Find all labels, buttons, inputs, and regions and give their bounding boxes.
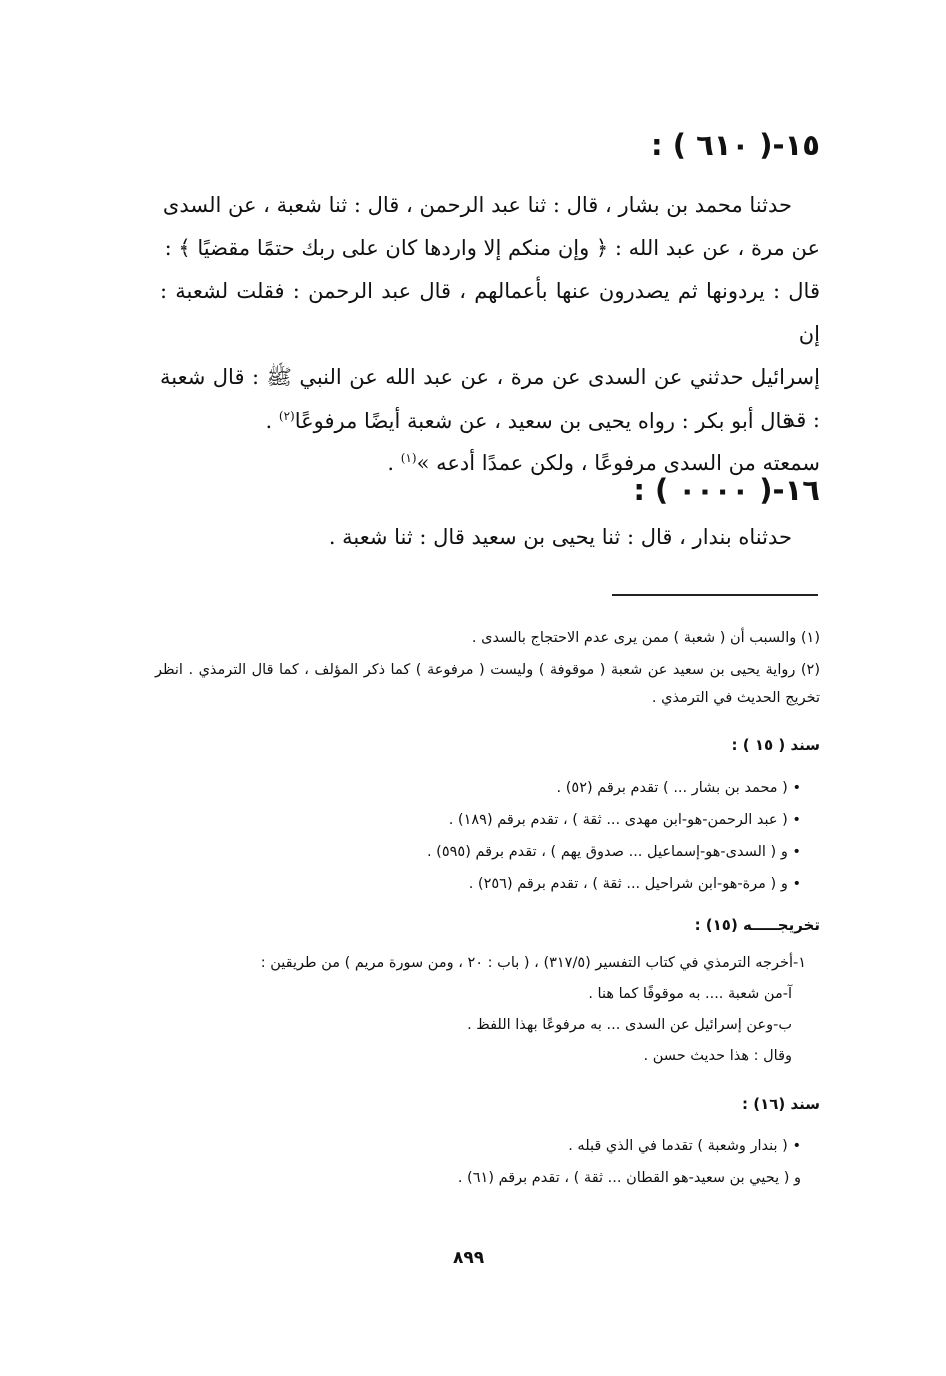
list-item: آ-من شعبة .... به موقوفًا كما هنا . (588, 986, 792, 1002)
sanad-16-heading: سند (١٦) : (741, 1095, 820, 1113)
entry-16-heading: ١٦-( ٠٠٠٠ ) : (633, 473, 820, 507)
entry-15-heading: ١٥-( ٦١٠ ) : (651, 128, 820, 162)
sanad-15-heading: سند ( ١٥ ) : (731, 736, 820, 754)
entry-15-line-5-text: سمعته من السدى مرفوعًا ، ولكن عمدًا أدعه » (416, 451, 820, 475)
footnote-2: (٢) رواية يحيى بن سعيد عن شعبة ( موقوفة ) وليست ( مرفوعة ) كما ذكر المؤلف ، كما قال الترمذي . انظر تخريج الحديث في الترمذي . (155, 662, 820, 706)
entry-15-paragraph-2-end: . (265, 409, 279, 433)
entry-15-line-5-end: . (387, 451, 401, 475)
sanad-15-list (427, 772, 801, 900)
list-item: • و ( السدى-هو-إسماعيل ... صدوق يهم ) ، تقدم برقم (٥٩٥) . (426, 844, 801, 860)
takhrij-15-heading: تخريجـــــه (١٥) : (694, 916, 820, 934)
entry-16-text: حدثناه بندار ، قال : ثنا يحيى بن سعيد قال : ثنا شعبة . (328, 525, 792, 549)
footnote-1: (١) والسبب أن ( شعبة ) ممن يرى عدم الاحتجاج بالسدى . (471, 630, 820, 646)
list-item: • ( بندار وشعبة ) تقدما في الذي قبله . (568, 1138, 801, 1154)
entry-15-line-4: إسرائيل حدثني عن السدى عن مرة ، عن عبد الله عن النبي ﷺ : قال شعبة : قد (160, 365, 820, 432)
list-item: وقال : هذا حديث حسن . (643, 1048, 792, 1064)
footnote-ref-1[interactable]: (١) (400, 451, 417, 465)
sanad-16-list (458, 1130, 801, 1194)
list-item: • ( محمد بن بشار ... ) تقدم برقم (٥٢) . (556, 780, 801, 796)
list-item: ١-أخرجه الترمذي في كتاب التفسير (٣١٧/٥) ، ( باب : ٢٠ ، ومن سورة مريم ) من طريقين : (260, 955, 806, 971)
footnote-separator (612, 594, 818, 596)
list-item: • و ( مرة-هو-ابن شراحيل ... ثقة ) ، تقدم برقم (٢٥٦) . (468, 876, 801, 892)
entry-15-line-2: عن مرة ، عن عبد الله : ﴿ وإن منكم إلا واردها كان على ربك حتمًا مقضيًا ﴾ : (164, 236, 820, 260)
footnote-ref-2[interactable]: (٢) (278, 409, 295, 423)
list-item: • ( عبد الرحمن-هو-ابن مهدى ... ثقة ) ، تقدم برقم (١٨٩) . (448, 812, 801, 828)
page-number: ٨٩٩ (453, 1248, 485, 1268)
entry-15-paragraph-2-text: قال أبو بكر : رواه يحيى بن سعيد ، عن شعبة أيضًا مرفوعًا (294, 409, 792, 433)
entry-15-paragraph-2 (160, 400, 820, 443)
takhrij-15-list (261, 948, 806, 1072)
list-item: و ( يحيي بن سعيد-هو القطان ... ثقة ) ، تقدم برقم (٦١) . (457, 1170, 801, 1186)
list-item: ب-وعن إسرائيل عن السدى ... به مرفوعًا بهذا اللفظ . (467, 1017, 792, 1033)
entry-15-line-3: قال : يردونها ثم يصدرون عنها بأعمالهم ، قال عبد الرحمن : فقلت لشعبة : إن (160, 279, 820, 346)
entry-15-line-1: حدثنا محمد بن بشار ، قال : ثنا عبد الرحمن ، قال : ثنا شعبة ، عن السدى (162, 193, 792, 217)
